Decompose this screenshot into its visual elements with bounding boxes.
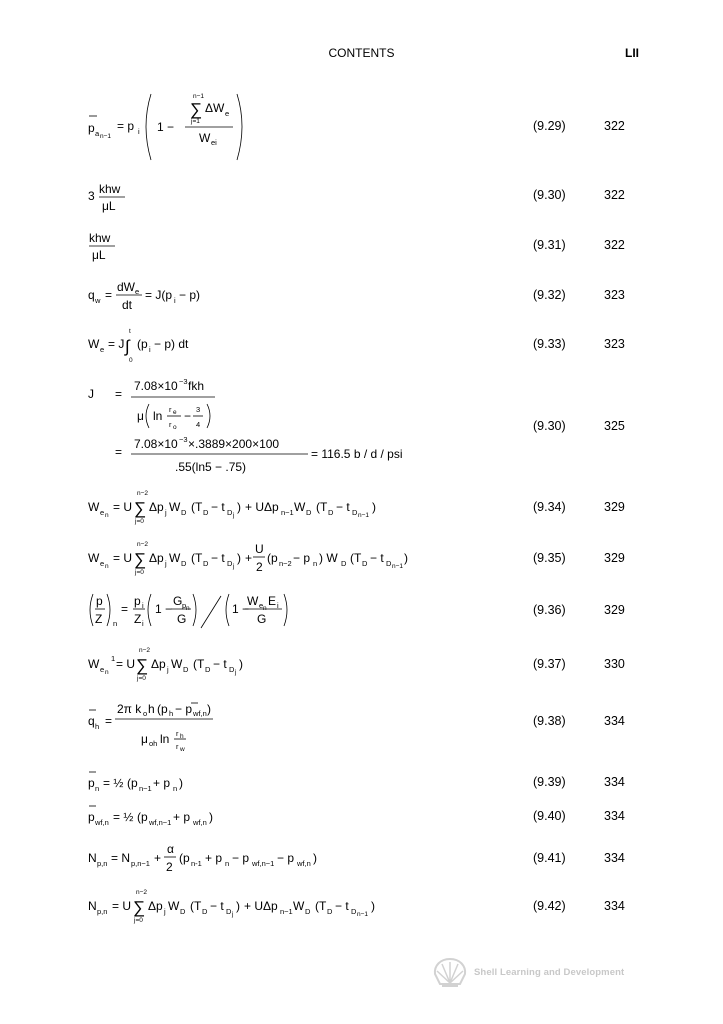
- svg-text:ΔW: ΔW: [205, 101, 225, 115]
- svg-text:n: n: [95, 784, 100, 793]
- page-reference: 329: [604, 500, 625, 514]
- equation-number: (9.31): [533, 238, 566, 252]
- page-reference: 330: [604, 657, 625, 671]
- svg-text:D: D: [306, 508, 312, 517]
- svg-text:n−1: n−1: [193, 93, 205, 100]
- svg-text:D: D: [203, 508, 209, 517]
- svg-text:D: D: [341, 559, 347, 568]
- equation-number: (9.41): [533, 851, 566, 865]
- svg-text:): ): [371, 899, 375, 913]
- svg-text:(T: (T: [193, 657, 205, 671]
- svg-text:i: i: [149, 345, 151, 354]
- svg-text:D: D: [229, 665, 235, 674]
- svg-text:(T: (T: [315, 899, 327, 913]
- svg-text:e: e: [100, 665, 105, 674]
- equation-number: (9.30): [533, 188, 566, 202]
- svg-text:= U: = U: [116, 657, 136, 671]
- svg-text:+ p: + p: [205, 851, 223, 865]
- svg-text:D: D: [202, 907, 208, 916]
- svg-text:=: =: [105, 288, 113, 302]
- svg-text:3: 3: [196, 405, 201, 414]
- page-reference: 334: [604, 899, 625, 913]
- svg-text:μ: μ: [137, 409, 144, 423]
- svg-text:): ): [239, 657, 243, 671]
- svg-text:G: G: [257, 612, 267, 626]
- svg-text:p: p: [182, 601, 187, 610]
- equation-number: (9.35): [533, 551, 566, 565]
- equation-formula: [87, 88, 230, 166]
- footer-logo-text: Shell Learning and Development: [474, 967, 625, 978]
- svg-text:1: 1: [111, 654, 116, 663]
- svg-text:=: =: [121, 602, 129, 616]
- svg-text:∑: ∑: [190, 100, 203, 119]
- svg-text:n-1: n-1: [191, 859, 202, 868]
- equation-formula: [87, 277, 227, 313]
- svg-text:j: j: [233, 512, 235, 519]
- svg-text:2: 2: [256, 560, 263, 574]
- svg-text:−3: −3: [179, 377, 188, 386]
- svg-text:3: 3: [88, 189, 95, 203]
- svg-text:wf,n−1: wf,n−1: [149, 818, 172, 827]
- page-reference: 323: [604, 288, 625, 302]
- svg-text:+: +: [245, 551, 253, 565]
- svg-text:W: W: [293, 899, 305, 913]
- svg-text:n: n: [186, 605, 190, 612]
- svg-text:j=1: j=1: [191, 118, 200, 125]
- svg-text:0: 0: [129, 357, 133, 364]
- svg-text:D: D: [351, 907, 357, 916]
- svg-text:): ): [404, 551, 408, 565]
- footer-logo: [432, 956, 642, 990]
- svg-text:(p: (p: [127, 776, 138, 790]
- svg-text:Δp: Δp: [148, 899, 163, 913]
- svg-text:p,n: p,n: [97, 907, 108, 916]
- svg-text:): ): [207, 702, 211, 716]
- svg-text:wf,n: wf,n: [193, 818, 207, 827]
- svg-text:1 −: 1 −: [155, 602, 173, 616]
- svg-text:h: h: [148, 702, 155, 716]
- svg-text:q: q: [88, 288, 95, 302]
- svg-text:p: p: [134, 594, 141, 608]
- svg-text:dW: dW: [117, 280, 135, 294]
- svg-text:∑: ∑: [134, 499, 147, 518]
- svg-text:D: D: [226, 907, 232, 916]
- svg-text:(T: (T: [316, 500, 328, 514]
- page-number-label: LII: [625, 46, 639, 60]
- svg-text:n−2: n−2: [279, 559, 292, 568]
- svg-text:n: n: [313, 559, 318, 568]
- equation-formula: [87, 376, 417, 476]
- svg-text:Δp: Δp: [151, 657, 166, 671]
- svg-text:(T: (T: [190, 899, 202, 913]
- svg-text:= ½: = ½: [113, 810, 134, 824]
- svg-text:r: r: [169, 420, 172, 429]
- svg-text:= U: = U: [113, 500, 133, 514]
- page-reference: 323: [604, 337, 625, 351]
- svg-text:e: e: [135, 287, 140, 296]
- svg-text:i: i: [277, 601, 279, 610]
- equation-number: (9.38): [533, 714, 566, 728]
- page-reference: 325: [604, 419, 625, 433]
- svg-text:n−1: n−1: [358, 512, 370, 519]
- svg-text:p: p: [88, 776, 95, 790]
- equation-number: (9.42): [533, 899, 566, 913]
- equation-formula: [87, 489, 387, 529]
- svg-text:wf,n: wf,n: [193, 709, 207, 718]
- svg-text:− p) dt: − p) dt: [154, 337, 189, 351]
- svg-text:n−2: n−2: [137, 541, 149, 548]
- svg-text:G: G: [177, 612, 187, 626]
- svg-text:= 116.5 b / d / psi: = 116.5 b / d / psi: [311, 447, 403, 461]
- svg-text:(p: (p: [137, 337, 148, 351]
- svg-text:j: j: [164, 907, 166, 916]
- svg-text:− t: − t: [336, 500, 350, 514]
- svg-text:∑: ∑: [136, 656, 149, 675]
- equation-formula: [87, 695, 227, 759]
- svg-text:e: e: [225, 109, 230, 118]
- svg-text:(p: (p: [179, 851, 190, 865]
- svg-text:): ): [236, 899, 240, 913]
- svg-text:ei: ei: [211, 138, 217, 147]
- svg-text:∑: ∑: [133, 898, 146, 917]
- svg-text:t: t: [129, 328, 131, 335]
- svg-text:n−1: n−1: [139, 784, 152, 793]
- svg-text:W: W: [199, 131, 211, 145]
- svg-text:= J: = J: [108, 337, 125, 351]
- svg-text:− p): − p): [179, 288, 201, 302]
- svg-text:Z: Z: [134, 612, 142, 626]
- svg-text:D: D: [183, 665, 189, 674]
- equation-number: (9.34): [533, 500, 566, 514]
- svg-text:n−2: n−2: [136, 889, 148, 896]
- svg-text:e: e: [100, 508, 105, 517]
- equation-formula: [87, 229, 137, 263]
- page-reference: 329: [604, 551, 625, 565]
- svg-text:i: i: [142, 601, 144, 610]
- svg-text:W: W: [169, 500, 181, 514]
- svg-text:o: o: [173, 424, 177, 431]
- svg-text:): ): [209, 810, 213, 824]
- equation-number: (9.30): [533, 419, 566, 433]
- svg-text:(p: (p: [157, 702, 168, 716]
- equation-formula: [87, 538, 417, 580]
- svg-text:= p: = p: [117, 119, 135, 133]
- svg-text:khw: khw: [99, 182, 121, 196]
- page-header-title: CONTENTS: [328, 46, 395, 60]
- svg-text:D: D: [227, 559, 233, 568]
- svg-text:α: α: [167, 842, 174, 856]
- svg-text:j: j: [235, 669, 237, 676]
- svg-text:W: W: [171, 657, 183, 671]
- svg-text:): ): [313, 851, 317, 865]
- svg-text:= U: = U: [112, 899, 132, 913]
- svg-text:n: n: [225, 859, 230, 868]
- svg-text:D: D: [305, 907, 311, 916]
- svg-text:U: U: [255, 542, 264, 556]
- svg-text:(T: (T: [191, 551, 203, 565]
- svg-text:j=0: j=0: [135, 569, 144, 576]
- svg-text:i: i: [138, 127, 140, 136]
- svg-text:G: G: [173, 594, 183, 608]
- svg-text:D: D: [327, 907, 333, 916]
- svg-text:= ½: = ½: [103, 776, 124, 790]
- svg-text:= N: = N: [111, 851, 131, 865]
- svg-text:): ): [372, 500, 376, 514]
- svg-text:i: i: [142, 619, 144, 628]
- svg-text:− p: − p: [232, 851, 250, 865]
- svg-text:w: w: [180, 746, 185, 753]
- svg-text:W: W: [88, 500, 100, 514]
- svg-text:D: D: [203, 559, 209, 568]
- svg-text:n−1: n−1: [280, 907, 293, 916]
- svg-text:W: W: [168, 899, 180, 913]
- svg-text:1 −: 1 −: [232, 602, 250, 616]
- svg-text:e: e: [100, 345, 105, 354]
- svg-text:2: 2: [166, 860, 173, 874]
- svg-text:wf,n: wf,n: [95, 818, 109, 827]
- svg-text:w: w: [95, 296, 101, 305]
- page-reference: 322: [604, 119, 625, 133]
- svg-text:D: D: [205, 665, 211, 674]
- svg-text:n−1: n−1: [100, 133, 112, 140]
- svg-text:= J(p: = J(p: [145, 288, 173, 302]
- svg-text:): ): [179, 776, 183, 790]
- equation-number: (9.37): [533, 657, 566, 671]
- equation-formula: [87, 767, 197, 797]
- svg-text:−3: −3: [179, 435, 188, 444]
- svg-text:− t: − t: [210, 899, 224, 913]
- svg-text:W: W: [294, 500, 306, 514]
- svg-text:n: n: [113, 619, 118, 628]
- svg-text:r: r: [176, 729, 179, 738]
- equation-formula: [87, 588, 297, 634]
- svg-text:D: D: [180, 907, 186, 916]
- svg-text:n: n: [105, 512, 109, 519]
- svg-text:= U: = U: [113, 551, 133, 565]
- svg-text:e: e: [259, 601, 264, 610]
- svg-text:+ p: + p: [153, 776, 171, 790]
- svg-text:r: r: [176, 742, 179, 751]
- equation-number: (9.32): [533, 288, 566, 302]
- svg-text:i: i: [174, 296, 176, 305]
- svg-text:− t: − t: [211, 551, 225, 565]
- svg-text:j=0: j=0: [137, 675, 146, 682]
- svg-text:Δp: Δp: [149, 551, 164, 565]
- svg-text:Z: Z: [95, 612, 103, 626]
- svg-text:D: D: [227, 508, 233, 517]
- equation-number: (9.29): [533, 119, 566, 133]
- svg-text:W: W: [247, 594, 259, 608]
- svg-text:p,n: p,n: [97, 859, 108, 868]
- svg-text:W: W: [88, 551, 100, 565]
- page-reference: 329: [604, 603, 625, 617]
- svg-text:1 −: 1 −: [157, 120, 175, 134]
- equation-formula: [87, 888, 387, 928]
- equation-number: (9.39): [533, 775, 566, 789]
- svg-text:− t: − t: [213, 657, 227, 671]
- svg-text:): ): [237, 500, 241, 514]
- equation-formula: [87, 840, 347, 876]
- svg-text:p,n−1: p,n−1: [131, 859, 150, 868]
- svg-text:q: q: [88, 714, 95, 728]
- svg-text:ln: ln: [160, 732, 170, 746]
- svg-text:h: h: [180, 733, 184, 740]
- shell-logo-icon: [432, 956, 468, 990]
- svg-text:− p: − p: [293, 551, 311, 565]
- equation-number: (9.40): [533, 809, 566, 823]
- svg-text:μL: μL: [102, 199, 116, 213]
- svg-text:=: =: [115, 445, 123, 459]
- svg-text:n−1: n−1: [357, 911, 369, 918]
- svg-text:a: a: [95, 129, 100, 138]
- svg-text:n−2: n−2: [139, 647, 151, 654]
- svg-text:7.08×10: 7.08×10: [134, 437, 178, 451]
- svg-text:e: e: [100, 559, 105, 568]
- svg-text:khw: khw: [89, 231, 111, 245]
- svg-text:Δp: Δp: [149, 500, 164, 514]
- svg-text:r: r: [169, 405, 172, 414]
- svg-text:n−1: n−1: [392, 563, 404, 570]
- svg-text:n−1: n−1: [281, 508, 294, 517]
- svg-text:.55(ln5 − .75): .55(ln5 − .75): [175, 460, 247, 474]
- svg-text:j=0: j=0: [134, 917, 143, 924]
- svg-text:n: n: [105, 669, 109, 676]
- svg-text:− p: − p: [175, 702, 193, 716]
- svg-text:n: n: [105, 563, 109, 570]
- page-reference: 334: [604, 775, 625, 789]
- svg-text:− t: − t: [335, 899, 349, 913]
- svg-text:×.3889×200×100: ×.3889×200×100: [188, 437, 280, 451]
- svg-text:7.08×10: 7.08×10: [134, 379, 178, 393]
- svg-text:− t: − t: [370, 551, 384, 565]
- svg-text:): ): [237, 551, 241, 565]
- page-reference: 322: [604, 188, 625, 202]
- svg-text:(T: (T: [191, 500, 203, 514]
- svg-text:(p: (p: [267, 551, 278, 565]
- svg-text:W: W: [88, 337, 100, 351]
- svg-text:=: =: [105, 714, 113, 728]
- svg-text:− t: − t: [211, 500, 225, 514]
- svg-text:μ: μ: [141, 732, 148, 746]
- svg-text:N: N: [88, 899, 97, 913]
- svg-text:2π k: 2π k: [117, 702, 142, 716]
- svg-text:D: D: [181, 508, 187, 517]
- svg-text:− p: − p: [277, 851, 295, 865]
- svg-text:n: n: [173, 784, 178, 793]
- svg-text:wf,n: wf,n: [297, 859, 311, 868]
- equation-formula: [87, 646, 257, 686]
- svg-text:J: J: [88, 387, 94, 401]
- svg-text:∫: ∫: [125, 337, 130, 356]
- page-reference: 334: [604, 809, 625, 823]
- svg-text:j: j: [165, 508, 167, 517]
- svg-text:fkh: fkh: [188, 379, 205, 393]
- svg-text:(p: (p: [137, 810, 148, 824]
- svg-text:j: j: [233, 563, 235, 570]
- svg-text:j=0: j=0: [135, 518, 144, 525]
- equation-number: (9.33): [533, 337, 566, 351]
- svg-text:D: D: [386, 559, 392, 568]
- svg-text:ln: ln: [153, 409, 163, 423]
- svg-text:∑: ∑: [134, 550, 147, 569]
- svg-text:n: n: [263, 605, 267, 612]
- svg-text:D: D: [352, 508, 358, 517]
- svg-text:−: −: [184, 409, 192, 423]
- svg-text:+ UΔp: + UΔp: [244, 899, 278, 913]
- svg-text:=: =: [115, 387, 123, 401]
- page-reference: 334: [604, 851, 625, 865]
- svg-text:D: D: [328, 508, 334, 517]
- svg-text:) W: ) W: [319, 551, 338, 565]
- svg-text:D: D: [362, 559, 368, 568]
- svg-text:N: N: [88, 851, 97, 865]
- svg-text:o: o: [143, 709, 148, 718]
- svg-text:+ p: + p: [173, 810, 191, 824]
- equation-formula: [87, 180, 147, 214]
- svg-text:4: 4: [196, 420, 201, 429]
- svg-text:p: p: [88, 121, 95, 135]
- svg-text:D: D: [181, 559, 187, 568]
- svg-text:j: j: [167, 665, 169, 674]
- page-reference: 334: [604, 714, 625, 728]
- equation-formula: [87, 801, 227, 831]
- svg-text:W: W: [88, 657, 100, 671]
- svg-text:+ UΔp: + UΔp: [245, 500, 279, 514]
- svg-text:W: W: [169, 551, 181, 565]
- svg-text:n−2: n−2: [137, 490, 149, 497]
- equation-formula: [87, 324, 227, 364]
- equation-number: (9.36): [533, 603, 566, 617]
- svg-text:μL: μL: [92, 248, 106, 262]
- svg-text:h: h: [169, 709, 174, 718]
- page-reference: 322: [604, 238, 625, 252]
- svg-text:p: p: [96, 594, 103, 608]
- svg-text:e: e: [173, 409, 177, 416]
- svg-text:p: p: [88, 810, 95, 824]
- svg-text:+: +: [154, 851, 162, 865]
- svg-text:wf,n−1: wf,n−1: [252, 859, 275, 868]
- svg-text:(T: (T: [350, 551, 362, 565]
- svg-text:h: h: [95, 722, 100, 731]
- svg-text:dt: dt: [122, 298, 133, 312]
- svg-text:j: j: [165, 559, 167, 568]
- svg-text:oh: oh: [149, 739, 158, 748]
- svg-text:j: j: [232, 911, 234, 918]
- svg-text:E: E: [268, 594, 277, 608]
